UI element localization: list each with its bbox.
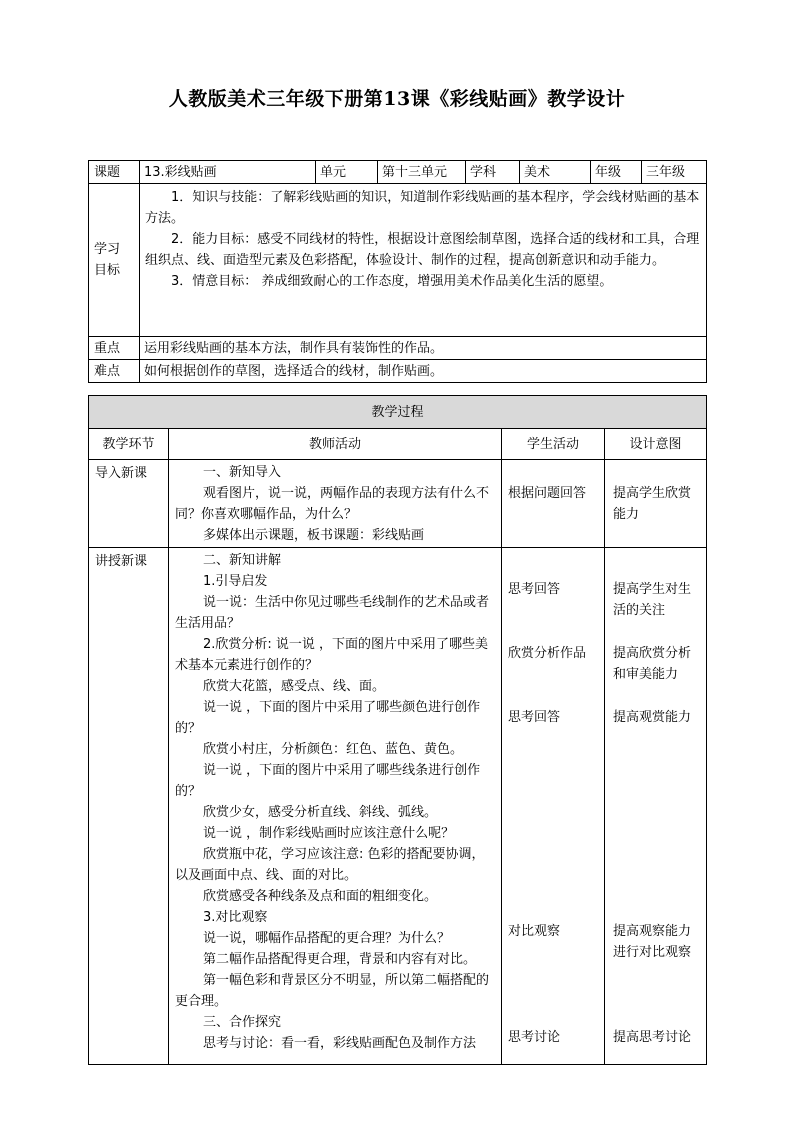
subject-value: 美术 — [520, 161, 591, 184]
student-activity: 欣赏分析作品 — [508, 646, 587, 661]
unit-label: 单元 — [316, 161, 378, 184]
teacher-line: 说一说：生活中你见过哪些毛线制作的艺术品或者生活用品？ — [175, 595, 490, 631]
teacher-line: 说一说 ，制作彩线贴画时应该注意什么呢？ — [203, 826, 455, 841]
process-row-lecture — [89, 548, 707, 1065]
teacher-activity-cell — [169, 548, 502, 1065]
column-header: 教师活动 — [169, 429, 502, 460]
student-activity: 对比观察 — [508, 924, 561, 939]
teacher-line: 三、合作探究 — [203, 1015, 282, 1030]
key-point-value: 运用彩线贴画的基本方法，制作具有装饰性的作品。 — [140, 337, 707, 360]
teacher-line: 说一说，哪幅作品搭配的更合理？为什么？ — [203, 931, 451, 946]
difficulty-label: 难点 — [89, 360, 140, 383]
difficulty-value: 如何根据创作的草图，选择适合的线材，制作贴画。 — [140, 360, 707, 383]
teacher-line: 观看图片，说一说，两幅作品的表现方法有什么不同？你喜欢哪幅作品，为什么？ — [175, 486, 490, 522]
design-intent: 提高观察能力进行对比观察 — [613, 924, 692, 960]
student-activity: 思考回答 — [508, 582, 561, 597]
design-intent: 提高思考讨论 — [613, 1030, 692, 1045]
teacher-line: 2.欣赏分析: 说一说 ，下面的图片中采用了哪些美术基本元素进行创作的？ — [175, 637, 489, 673]
student-activity-cell — [502, 548, 605, 1065]
goals-label — [89, 184, 140, 337]
teacher-line: 欣赏瓶中花，学习应该注意: 色彩的搭配要协调，以及画面中点、线、面的对比。 — [175, 847, 485, 883]
goals-label-line2: 目标 — [94, 263, 121, 278]
process-column-headers — [89, 429, 707, 460]
design-intent: 提高学生对生活的关注 — [613, 582, 692, 618]
teacher-line: 说一说 ，下面的图片中采用了哪些颜色进行创作的？ — [175, 700, 481, 736]
key-point-label: 重点 — [89, 337, 140, 360]
design-intent: 提高观赏能力 — [613, 710, 692, 725]
teacher-line: 第一幅色彩和背景区分不明显，所以第二幅搭配的更合理。 — [175, 973, 490, 1009]
process-section-header — [89, 396, 707, 429]
design-intent-cell — [605, 548, 707, 1065]
teacher-line: 说一说 ，下面的图片中采用了哪些线条进行创作的？ — [175, 763, 481, 799]
goals-content — [140, 184, 707, 337]
teacher-line: 1.引导启发 — [203, 574, 268, 589]
lesson-info-table — [88, 160, 707, 383]
process-section-title: 教学过程 — [89, 396, 707, 429]
student-activity: 根据问题回答 — [508, 486, 587, 501]
goal-item: 1．知识与技能：了解彩线贴画的知识，知道制作彩线贴画的基本程序，学会线材贴画的基本方法。 — [145, 190, 700, 226]
goal-item: 3．情意目标： 养成细致耐心的工作态度，增强用美术作品美化生活的愿望。 — [171, 274, 613, 289]
student-activity-cell — [502, 460, 605, 548]
design-intent: 提高学生欣赏能力 — [613, 486, 692, 522]
teacher-line: 思考与讨论：看一看，彩线贴画配色及制作方法 — [203, 1036, 477, 1051]
topic-label: 课题 — [89, 161, 140, 184]
column-header: 设计意图 — [605, 429, 707, 460]
student-activity: 思考讨论 — [508, 1030, 561, 1045]
column-header: 教学环节 — [89, 429, 169, 460]
goals-row — [89, 184, 707, 337]
design-intent-cell — [605, 460, 707, 548]
column-header: 学生活动 — [502, 429, 605, 460]
teacher-activity-cell — [169, 460, 502, 548]
topic-value: 13.彩线贴画 — [140, 161, 316, 184]
document-title: 人教版美术三年级下册第13课《彩线贴画》教学设计 — [168, 88, 626, 110]
teaching-process-table — [88, 395, 707, 1065]
info-row — [89, 161, 707, 184]
grade-label: 年级 — [591, 161, 642, 184]
student-activity: 思考回答 — [508, 710, 561, 725]
teacher-line: 3.对比观察 — [203, 910, 268, 925]
subject-label: 学科 — [466, 161, 520, 184]
teacher-line: 欣赏感受各种线条及点和面的粗细变化。 — [203, 889, 438, 904]
teacher-line: 欣赏大花篮，感受点、线、面。 — [203, 679, 386, 694]
goals-label-line1: 学习 — [94, 242, 121, 257]
goal-item: 2．能力目标：感受不同线材的特性，根据设计意图绘制草图，选择合适的线材和工具，合理组织点、线、面造型元素及色彩搭配，体验设计、制作的过程，提高创新意识和动手能力。 — [145, 232, 700, 268]
unit-value: 第十三单元 — [378, 161, 466, 184]
grade-value: 三年级 — [642, 161, 707, 184]
teacher-line: 欣赏少女，感受分析直线、斜线、弧线。 — [203, 805, 438, 820]
stage-cell: 导入新课 — [89, 460, 169, 548]
teacher-line: 第二幅作品搭配得更合理，背景和内容有对比。 — [203, 952, 477, 967]
teacher-line: 多媒体出示课题，板书课题：彩线贴画 — [203, 528, 425, 543]
key-point-row — [89, 337, 707, 360]
teacher-line: 二、新知讲解 — [203, 553, 282, 568]
difficulty-row — [89, 360, 707, 383]
stage-cell: 讲授新课 — [89, 548, 169, 1065]
design-intent: 提高欣赏分析和审美能力 — [613, 646, 692, 682]
teacher-line: 一、新知导入 — [203, 465, 282, 480]
process-row-intro — [89, 460, 707, 548]
teacher-line: 欣赏小村庄，分析颜色：红色、蓝色、黄色。 — [203, 742, 464, 757]
